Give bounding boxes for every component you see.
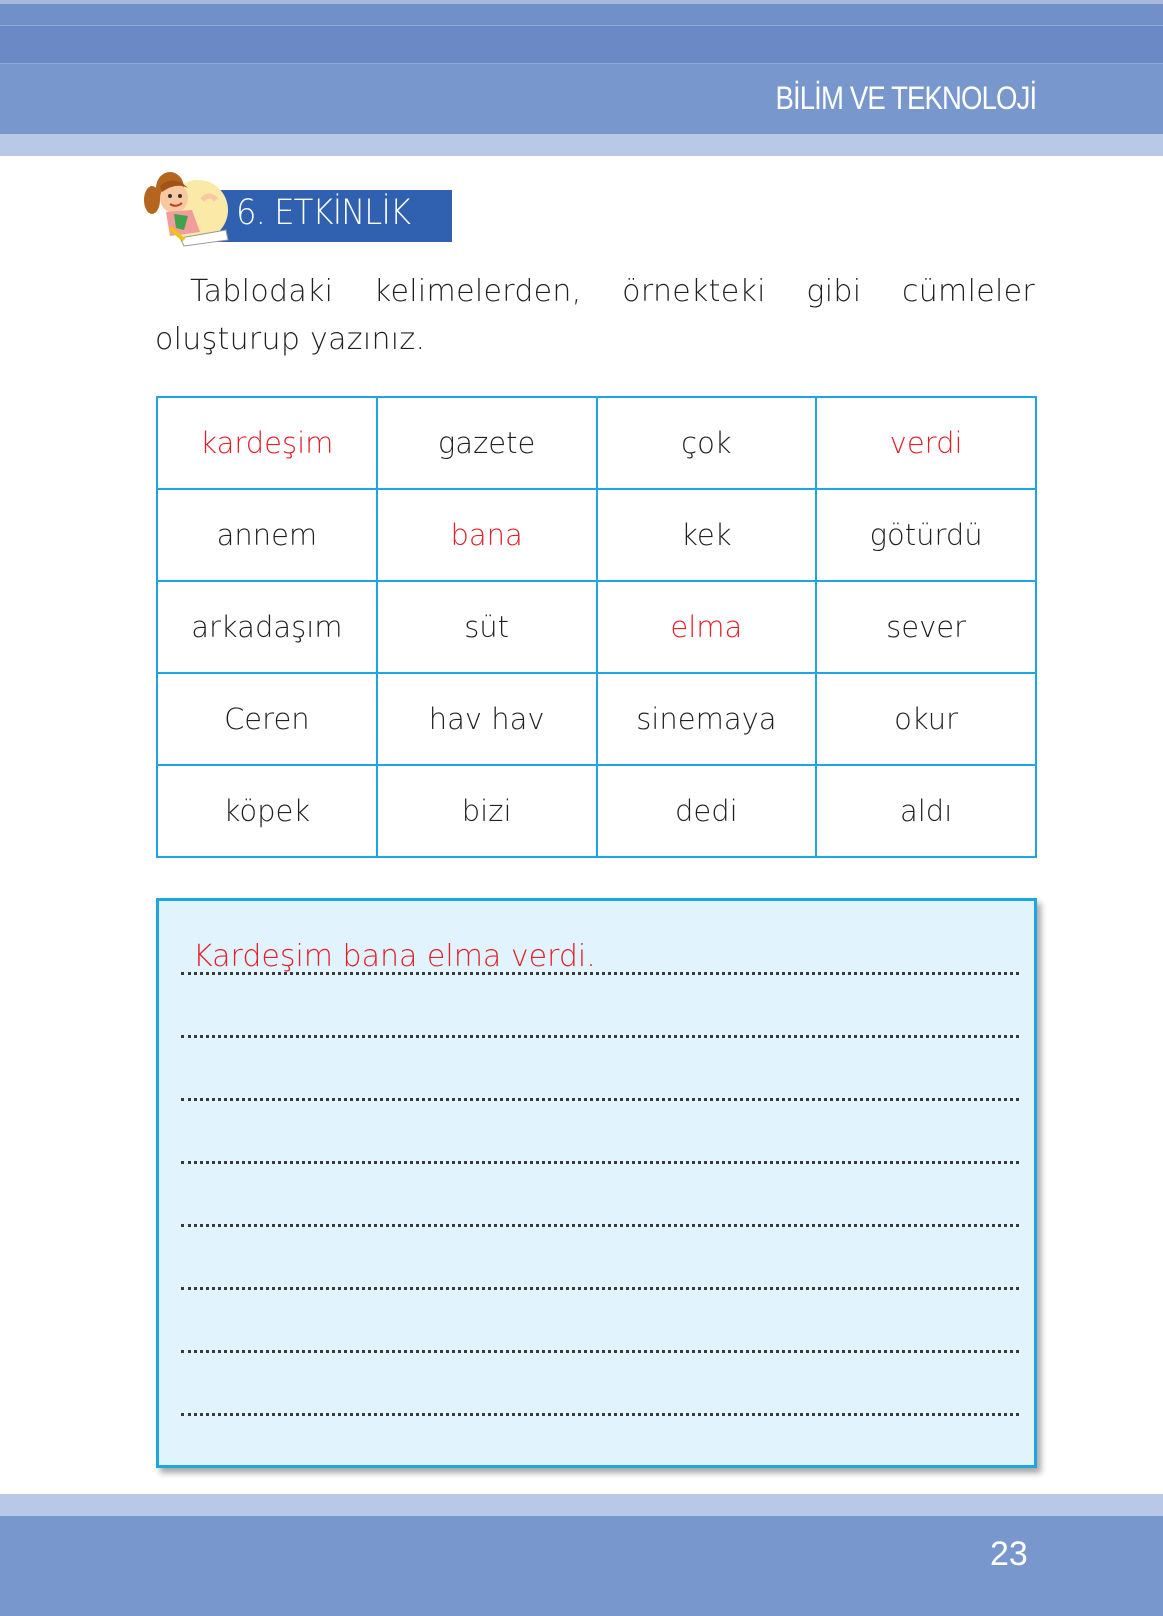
instruction-text: Tablodaki kelimelerden, örnekteki gibi cümleler oluşturup yazınız.	[155, 274, 1035, 357]
word-cell: kardeşim	[157, 397, 377, 489]
word-cell: kek	[597, 489, 817, 581]
word-cell: gazete	[377, 397, 597, 489]
example-sentence: Kardeşim bana elma verdi.	[193, 939, 596, 974]
word-cell: bana	[377, 489, 597, 581]
girl-writing-icon	[140, 170, 232, 248]
page-number: 23	[990, 1535, 1028, 1573]
table-row	[157, 765, 1036, 857]
header-band	[0, 26, 1163, 64]
word-cell: annem	[157, 489, 377, 581]
writing-line[interactable]	[181, 1197, 1019, 1227]
word-cell: çok	[597, 397, 817, 489]
word-cell: bizi	[377, 765, 597, 857]
word-table	[156, 396, 1037, 858]
writing-line[interactable]	[181, 1386, 1019, 1416]
table-row	[157, 489, 1036, 581]
writing-line[interactable]	[181, 1260, 1019, 1290]
subject-title: BİLİM VE TEKNOLOJİ	[775, 80, 1036, 116]
word-cell: elma	[597, 581, 817, 673]
word-cell: sever	[816, 581, 1036, 673]
table-row	[157, 397, 1036, 489]
header-light-strip	[0, 134, 1163, 156]
word-cell: Ceren	[157, 673, 377, 765]
writing-line[interactable]	[181, 1323, 1019, 1353]
word-cell: verdi	[816, 397, 1036, 489]
header-band	[0, 4, 1163, 26]
word-cell: köpek	[157, 765, 377, 857]
word-cell: sinemaya	[597, 673, 817, 765]
table-row	[157, 673, 1036, 765]
writing-line[interactable]	[181, 1008, 1019, 1038]
footer-band	[0, 1516, 1163, 1616]
word-cell: arkadaşım	[157, 581, 377, 673]
activity-title: 6. ETKİNLİK	[236, 193, 411, 233]
writing-line[interactable]	[181, 1134, 1019, 1164]
writing-line[interactable]	[181, 1071, 1019, 1101]
word-cell: aldı	[816, 765, 1036, 857]
word-cell: götürdü	[816, 489, 1036, 581]
footer-light-strip	[0, 1494, 1163, 1516]
writing-area	[156, 898, 1037, 1468]
word-cell: hav hav	[377, 673, 597, 765]
word-cell: süt	[377, 581, 597, 673]
table-row	[157, 581, 1036, 673]
word-cell: dedi	[597, 765, 817, 857]
word-cell: okur	[816, 673, 1036, 765]
